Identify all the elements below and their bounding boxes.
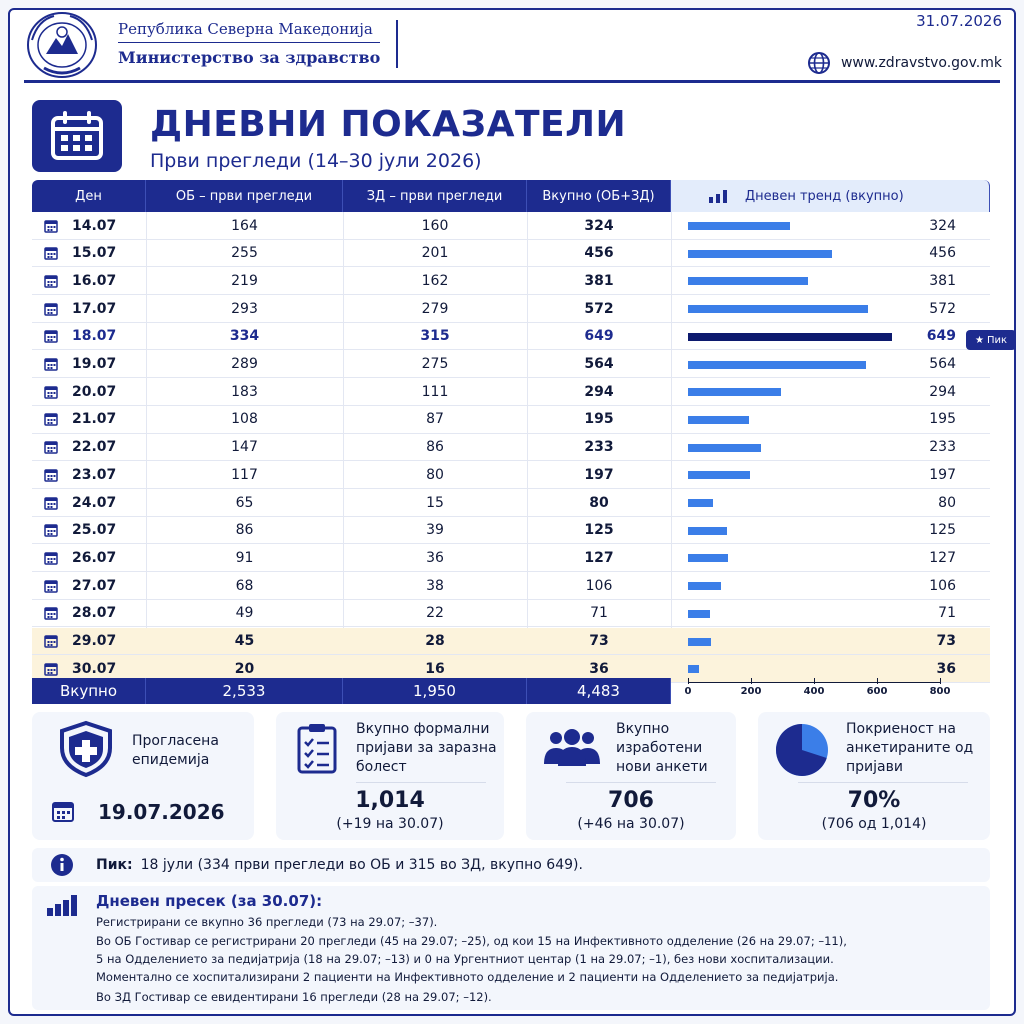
total-cell: 195 [584,411,614,428]
peak-info-row [32,848,990,882]
axis-tick-label: 800 [929,686,951,697]
table-row [32,544,990,572]
trend-axis [684,678,951,704]
zd-cell: 160 [421,217,449,234]
table-row [32,295,990,323]
calendar-small-icon [44,551,58,565]
total-cell: 233 [584,439,614,456]
trend-value: 80 [938,494,956,511]
ob-cell: 49 [235,605,254,622]
total-cell: 456 [584,245,614,262]
ob-cell: 65 [235,494,254,511]
info-icon [50,853,74,877]
website-link[interactable] [807,51,1002,75]
zd-cell: 28 [425,633,445,649]
zd-cell: 86 [426,439,444,456]
ob-cell: 68 [235,577,254,594]
trend-value: 381 [929,272,956,289]
surveys-label: Вкупно изработени нови анкети [616,721,708,775]
header-rule [118,42,380,43]
ob-cell: 117 [231,466,258,483]
table-row [32,434,990,462]
page-title: ДНЕВНИ ПОКАЗАТЕЛИ [150,104,627,145]
zd-cell: 315 [420,328,450,345]
footer-zd-total: 1,950 [343,678,527,704]
day-label: 28.07 [72,605,117,622]
trend-value: 73 [936,633,956,649]
daily-line: 5 на Одделението за педијатрија (18 на 29.07; –13) и 0 на Ургентниот центар (1 на 29.07; –1), без нови хоспитализации. [96,952,834,966]
daily-line: Регистрирани се вкупно 36 прегледи (73 на 29.07; –37). [96,915,438,929]
calendar-small-icon [44,246,58,260]
day-label: 18.07 [72,328,117,345]
shield-cross-icon [54,720,118,778]
header-bottom-rule [24,80,1000,83]
day-label: 30.07 [72,660,117,677]
trend-bar [688,388,781,396]
peak-badge [966,330,1016,350]
day-cell [32,544,146,571]
zd-cell: 36 [426,549,444,566]
trend-bar [688,554,728,562]
trend-value: 125 [929,522,956,539]
footer-label: Вкупно [32,678,146,704]
axis-tick [877,678,878,684]
globe-icon [807,51,831,75]
day-cell [32,295,146,322]
total-cell: 381 [584,272,614,289]
calendar-tile [32,100,122,172]
total-cell: 572 [584,300,614,317]
bar-chart-icon [707,189,731,203]
total-cell: 324 [584,217,614,234]
footer-ob-total: 2,533 [146,678,343,704]
footer-grand-total: 4,483 [527,678,671,704]
peak-info-text: 18 јули (334 први прегледи во ОБ и 315 во ЗД, вкупно 649). [140,857,583,873]
trend-bar [688,305,868,313]
axis-tick [940,678,941,684]
calendar-small-icon [44,523,58,537]
trend-value: 324 [929,217,956,234]
trend-bar [688,582,721,590]
ob-cell: 183 [231,383,258,400]
day-cell [32,434,146,461]
daily-line: Во ЗД Гостивар се евидентирани 16 прегледи (28 на 29.07; –12). [96,990,492,1004]
ob-cell: 334 [229,328,260,345]
surveys-value: 706 [608,788,654,813]
calendar-small-icon [44,662,58,676]
card-coverage [758,712,990,840]
ob-cell: 255 [231,245,258,262]
website-url: www.zdravstvo.gov.mk [840,55,1002,71]
trend-value: 456 [929,245,956,262]
reports-value: 1,014 [355,788,425,813]
table-row [32,351,990,379]
coverage-label: Покриеност на анкетираните од пријави [846,721,974,775]
table-row [32,212,990,240]
day-label: 20.07 [72,383,117,400]
axis-tick [814,678,815,684]
total-cell: 80 [589,494,609,511]
trend-value: 294 [929,383,956,400]
day-cell [32,378,146,405]
trend-bar [688,471,750,479]
table-row [32,572,990,600]
page-subtitle: Први прегледи (14–30 јули 2026) [150,150,482,172]
ob-cell: 164 [231,217,258,234]
zd-cell: 201 [421,245,449,262]
trend-value: 233 [929,439,956,456]
day-label: 22.07 [72,439,117,456]
trend-value: 572 [929,300,956,317]
trend-value: 127 [929,549,956,566]
ob-cell: 108 [231,411,258,428]
day-cell [32,600,146,627]
trend-bar [688,665,699,673]
daily-summary [32,886,990,1010]
col-header-trend-label: Дневен тренд (вкупно) [745,188,904,204]
star-icon: ★ [974,334,984,346]
total-cell: 564 [584,356,614,372]
day-label: 19.07 [72,356,117,372]
day-cell [32,267,146,294]
trend-bar [688,250,832,258]
day-cell [32,351,146,378]
zd-cell: 15 [426,494,444,511]
col-header-day: Ден [32,180,146,212]
calendar-small-icon [44,440,58,454]
coat-of-arms-logo [24,10,100,80]
col-header-total: Вкупно (ОБ+ЗД) [527,180,671,212]
reports-delta: (+19 на 30.07) [336,816,444,832]
calendar-small-icon [44,219,58,233]
daily-line: Моментално се хоспитализирани 2 пациенти на Инфективното одделение и 2 пациенти на Одделението за педијатрија. [96,970,839,984]
trend-value: 106 [929,577,956,594]
axis-tick-label: 400 [803,686,825,697]
day-cell [32,517,146,544]
table-row [32,267,990,295]
trend-bar [688,527,727,535]
zd-cell: 39 [426,522,444,539]
calendar-small-icon [52,800,74,822]
day-label: 16.07 [72,272,117,289]
ministry-name: Министерство за здравство [118,48,381,67]
trend-bar [688,610,710,618]
card-divider [356,782,486,783]
epidemic-date: 19.07.2026 [98,800,225,824]
col-header-ob: ОБ – први прегледи [146,180,343,212]
day-label: 26.07 [72,549,117,566]
total-cell: 73 [589,633,609,649]
republic-name: Република Северна Македонија [118,20,373,38]
ob-cell: 147 [231,439,258,456]
ob-cell: 45 [234,633,255,649]
day-label: 14.07 [72,217,117,234]
calendar-small-icon [44,496,58,510]
calendar-small-icon [44,606,58,620]
bar-chart-icon [46,894,78,916]
axis-tick-label: 0 [684,686,692,697]
day-label: 21.07 [72,411,117,428]
axis-tick [688,678,689,684]
peak-info-label: Пик: [96,857,133,873]
trend-bar [688,222,790,230]
day-cell [32,212,146,239]
ob-cell: 86 [235,522,254,539]
calendar-small-icon [44,579,58,593]
trend-bar [688,499,713,507]
calendar-small-icon [44,634,58,648]
trend-value: 195 [929,411,956,428]
trend-value: 36 [936,660,956,677]
daily-table [32,180,990,700]
day-label: 17.07 [72,300,117,317]
day-label: 15.07 [72,245,117,262]
table-row [32,600,990,628]
calendar-small-icon [44,468,58,482]
zd-cell: 162 [421,272,449,289]
col-header-zd: ЗД – први прегледи [343,180,527,212]
daily-summary-title: Дневен пресек (за 30.07): [96,892,323,910]
table-row [32,240,990,268]
zd-cell: 111 [421,383,449,400]
total-cell: 71 [590,605,608,622]
zd-cell: 275 [421,356,449,372]
calendar-small-icon [44,357,58,371]
card-divider [798,782,968,783]
trend-bar [688,277,808,285]
day-cell [32,406,146,433]
table-header [32,180,990,212]
day-label: 24.07 [72,494,117,511]
peak-badge-label: Пик [986,334,1008,346]
card-reports [276,712,504,840]
day-label: 27.07 [72,577,117,594]
table-row [32,323,990,351]
clipboard-checklist-icon [296,722,338,774]
epidemic-label: Прогласена епидемија [132,733,219,768]
calendar-small-icon [44,302,58,316]
table-row [32,628,990,656]
axis-tick-label: 600 [866,686,888,697]
header-divider [396,20,398,68]
day-label: 29.07 [72,633,117,649]
total-cell: 197 [584,466,614,483]
ob-cell: 20 [234,660,255,677]
ob-cell: 293 [231,300,258,317]
trend-value: 197 [929,466,956,483]
card-epidemic [32,712,254,840]
trend-bar [688,416,749,424]
coverage-value: 70% [847,788,901,813]
calendar-small-icon [44,412,58,426]
trend-bar [688,444,761,452]
table-row [32,489,990,517]
trend-bar [688,333,892,341]
axis-tick [751,678,752,684]
day-cell [32,628,146,655]
ob-cell: 91 [235,549,254,566]
day-label: 23.07 [72,466,117,483]
calendar-icon [50,111,104,161]
zd-cell: 279 [421,300,449,317]
total-cell: 36 [589,660,609,677]
ob-cell: 219 [231,272,258,289]
table-row [32,517,990,545]
reports-label: Вкупно формални пријави за заразна болест [356,721,497,775]
day-cell [32,240,146,267]
surveys-delta: (+46 на 30.07) [577,816,685,832]
total-cell: 106 [585,577,613,594]
trend-value: 649 [926,328,956,345]
day-cell [32,461,146,488]
table-row [32,406,990,434]
card-divider [566,782,716,783]
report-date: 31.07.2026 [916,12,1002,30]
zd-cell: 16 [425,660,445,677]
zd-cell: 38 [426,577,444,594]
day-label: 25.07 [72,522,117,539]
calendar-small-icon [44,329,58,343]
calendar-small-icon [44,385,58,399]
col-header-trend [671,180,990,212]
trend-bar [688,638,711,646]
total-cell: 649 [584,328,614,345]
daily-line: Во ОБ Гостивар се регистрирани 20 прегледи (45 на 29.07; –25), од кои 15 на Инфективното одделение (26 на 29.07; –11), [96,934,847,948]
calendar-small-icon [44,274,58,288]
axis-tick-label: 200 [740,686,762,697]
coverage-detail: (706 од 1,014) [821,816,927,832]
day-cell [32,323,146,350]
people-group-icon [542,728,602,768]
trend-value: 71 [938,605,956,622]
zd-cell: 87 [426,411,444,428]
table-row [32,461,990,489]
trend-bar [688,361,866,369]
table-row [32,378,990,406]
zd-cell: 22 [426,605,444,622]
ob-cell: 289 [231,356,258,372]
total-cell: 125 [584,522,614,539]
day-cell [32,489,146,516]
total-cell: 127 [584,549,614,566]
coverage-pie-chart [774,722,830,778]
total-cell: 294 [584,383,614,400]
card-surveys [526,712,736,840]
day-cell [32,572,146,599]
zd-cell: 80 [426,466,444,483]
trend-value: 564 [929,356,956,372]
